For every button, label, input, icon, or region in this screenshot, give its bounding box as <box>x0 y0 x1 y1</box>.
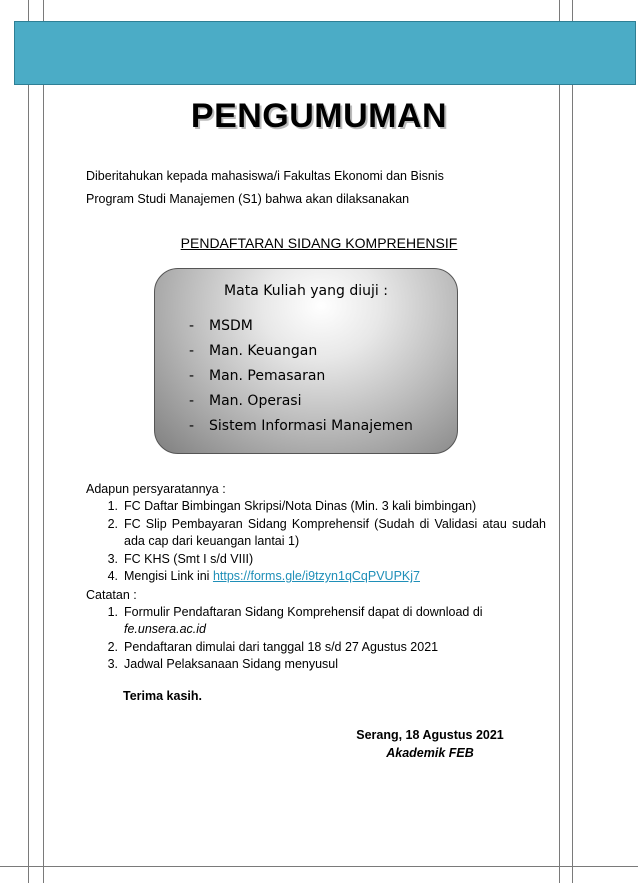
item-number: 3. <box>107 551 118 566</box>
header-banner <box>14 21 636 85</box>
page-title: PENGUMUMAN <box>190 97 448 135</box>
list-item <box>86 498 546 516</box>
item-text <box>124 568 546 586</box>
closing-text: Terima kasih. <box>123 689 202 703</box>
list-item <box>189 414 413 439</box>
subject-label: Man. Keuangan <box>209 343 318 359</box>
item-text: FC KHS (Smt I s/d VIII) <box>124 551 254 566</box>
item-number: 3. <box>107 657 118 671</box>
subject-label: Sistem Informasi Manajemen <box>209 418 413 434</box>
item-text: FC Slip Pembayaran Sidang Komprehensif (Sudah di Validasi atau sudah ada cap dari keuangan lantai 1) <box>124 516 546 548</box>
link-prompt: Mengisi Link ini <box>124 569 210 583</box>
item-number: 1. <box>107 604 118 619</box>
subjects-box-title: Mata Kuliah yang diuji : <box>224 283 388 299</box>
item-number: 2. <box>107 516 118 531</box>
requirements-section <box>86 480 546 674</box>
subjects-list <box>189 314 413 439</box>
subjects-box <box>154 268 458 454</box>
item-text: FC Daftar Bimbingan Skripsi/Nota Dinas (Min. 3 kali bimbingan) <box>124 499 477 513</box>
bullet-dash: - <box>189 343 195 359</box>
item-number: 4. <box>107 569 118 583</box>
frame-line-bottom <box>0 866 638 867</box>
subject-label: MSDM <box>209 318 253 334</box>
list-item <box>86 639 546 657</box>
bullet-dash: - <box>189 418 195 434</box>
list-item <box>86 551 546 569</box>
list-item <box>189 389 413 414</box>
item-text: Jadwal Pelaksanaan Sidang menyusul <box>124 657 339 671</box>
item-text <box>124 604 546 639</box>
list-item <box>86 604 546 639</box>
faculty-website: fe.unsera.ac.id <box>124 622 206 636</box>
list-item <box>189 364 413 389</box>
requirements-list <box>86 498 546 586</box>
intro-line-2: Program Studi Manajemen (S1) bahwa akan dilaksanakan <box>86 192 410 206</box>
subject-label: Man. Operasi <box>209 393 302 409</box>
list-item <box>189 314 413 339</box>
notes-list <box>86 604 546 674</box>
list-item <box>86 656 546 674</box>
list-item <box>189 339 413 364</box>
bullet-dash: - <box>189 368 195 384</box>
list-item <box>86 568 546 586</box>
intro-paragraph <box>86 165 556 211</box>
download-note: Formulir Pendaftaran Sidang Komprehensif dapat di download di <box>124 604 483 619</box>
signature-place-date: Serang, 18 Agustus 2021 <box>356 728 504 742</box>
bullet-dash: - <box>189 393 195 409</box>
item-number: 1. <box>107 499 118 513</box>
requirements-heading: Adapun persyaratannya : <box>86 482 226 496</box>
item-number: 2. <box>107 639 118 654</box>
event-subtitle <box>0 235 638 251</box>
list-item <box>86 516 546 551</box>
signature-signer: Akademik FEB <box>386 746 474 760</box>
bullet-dash: - <box>189 318 195 334</box>
item-text: Pendaftaran dimulai dari tanggal 18 s/d 27 Agustus 2021 <box>124 639 439 654</box>
notes-heading: Catatan : <box>86 587 137 602</box>
form-link[interactable]: https://forms.gle/i9tzyn1qCqPVUPKj7 <box>212 569 420 583</box>
event-subtitle-text: PENDAFTARAN SIDANG KOMPREHENSIF <box>180 235 458 251</box>
subject-label: Man. Pemasaran <box>209 368 326 384</box>
intro-line-1: Diberitahukan kepada mahasiswa/i Fakultas Ekonomi dan Bisnis <box>86 169 444 183</box>
